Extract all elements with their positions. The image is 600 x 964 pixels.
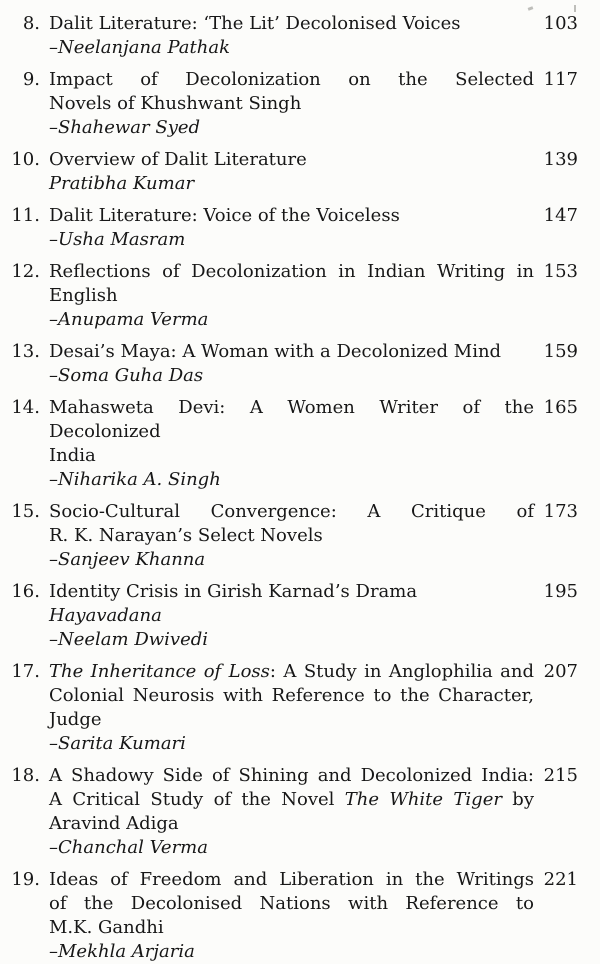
entry-title-line — [49, 684, 534, 708]
toc-entry — [6, 868, 578, 964]
entry-author: –Neelam Dwivedi — [49, 629, 209, 650]
entry-title-line — [49, 340, 534, 364]
entry-title-line — [49, 764, 534, 788]
entry-number: 16. — [11, 581, 40, 602]
toc-entry — [6, 68, 578, 140]
entry-number: 14. — [11, 397, 40, 418]
title-segment: English — [49, 285, 118, 306]
entry-page-number: 165 — [543, 397, 578, 418]
title-segment: Novels of Khushwant Singh — [49, 93, 302, 114]
entry-page-number: 117 — [543, 69, 578, 90]
toc-entry — [6, 500, 578, 572]
entry-content — [49, 340, 534, 388]
title-segment: by — [501, 789, 534, 810]
entry-number: 13. — [11, 341, 40, 362]
entry-page-number: 215 — [543, 765, 578, 786]
entry-author: –Neelanjana Pathak — [49, 37, 230, 58]
entry-content — [49, 500, 534, 572]
toc-entry — [6, 12, 578, 60]
toc-entry — [6, 580, 578, 652]
scan-artifact — [574, 5, 576, 12]
entry-author: –Shahewar Syed — [49, 117, 201, 138]
title-segment: Dalit Literature: Voice of the Voiceless — [49, 205, 400, 226]
toc-entry — [6, 204, 578, 252]
entry-number: 17. — [11, 661, 40, 682]
entry-number: 9. — [22, 69, 40, 90]
toc-entry — [6, 340, 578, 388]
entry-title-line — [49, 68, 534, 92]
title-segment: Colonial Neurosis with Reference to the Character, — [49, 685, 534, 706]
entry-number: 18. — [11, 765, 40, 786]
entry-content — [49, 868, 534, 964]
entry-title-line — [49, 868, 534, 892]
entry-title-line — [49, 708, 534, 732]
entry-author: –Sanjeev Khanna — [49, 549, 206, 570]
entry-title-line — [49, 204, 534, 228]
entry-author: –Chanchal Verma — [49, 837, 208, 858]
entry-content — [49, 260, 534, 332]
title-segment: A Critical Study of the Novel — [49, 789, 345, 810]
entry-title-line — [49, 788, 534, 812]
entry-author: Pratibha Kumar — [49, 173, 195, 194]
entry-page-number: 139 — [543, 149, 578, 170]
entry-title-line — [49, 916, 534, 940]
title-italic-segment: Hayavadana — [49, 605, 162, 626]
title-segment: Judge — [49, 709, 102, 730]
toc-entry — [6, 148, 578, 196]
entry-number: 8. — [22, 13, 40, 34]
entry-title-line — [49, 660, 534, 684]
entry-author: –Usha Masram — [49, 229, 186, 250]
entry-number: 10. — [11, 149, 40, 170]
entry-page-number: 103 — [543, 13, 578, 34]
entry-content — [49, 12, 534, 60]
title-segment: Impact of Decolonization on the Selected — [49, 69, 534, 90]
entry-title-line — [49, 12, 534, 36]
entry-author: –Niharika A. Singh — [49, 469, 221, 490]
title-segment: India — [49, 445, 96, 466]
entry-page-number: 153 — [543, 261, 578, 282]
title-segment: Identity Crisis in Girish Karnad’s Drama — [49, 581, 418, 602]
toc-entry — [6, 764, 578, 860]
entry-number: 19. — [11, 869, 40, 890]
entry-page-number: 173 — [543, 501, 578, 522]
title-segment: Socio-Cultural Convergence: A Critique of — [49, 501, 534, 522]
title-segment: Aravind Adiga — [49, 813, 179, 834]
entry-number: 12. — [11, 261, 40, 282]
entry-page-number: 195 — [543, 581, 578, 602]
entry-content — [49, 660, 534, 756]
title-segment: A Shadowy Side of Shining and Decolonized India: — [49, 765, 534, 786]
entry-author: –Soma Guha Das — [49, 365, 204, 386]
entry-number: 15. — [11, 501, 40, 522]
title-segment: R. K. Narayan’s Select Novels — [49, 525, 323, 546]
entry-title-line — [49, 260, 534, 284]
toc-entry — [6, 396, 578, 492]
title-segment: : A Study in Anglophilia and — [269, 661, 535, 682]
entry-number: 11. — [11, 205, 40, 226]
entry-page-number: 207 — [543, 661, 578, 682]
entry-content — [49, 68, 534, 140]
entry-content — [49, 204, 534, 252]
entry-title-line — [49, 892, 534, 916]
toc-entry — [6, 260, 578, 332]
entry-page-number: 147 — [543, 205, 578, 226]
entry-title-line — [49, 812, 534, 836]
entry-content — [49, 396, 534, 492]
title-segment: Mahasweta Devi: A Women Writer of the Decolonized — [49, 397, 534, 442]
entry-title-line — [49, 500, 534, 524]
entry-title-line — [49, 396, 534, 444]
entry-content — [49, 580, 534, 652]
title-segment: Dalit Literature: ‘The Lit’ Decolonised Voices — [49, 13, 461, 34]
entry-content — [49, 148, 534, 196]
title-italic-segment: The Inheritance of Loss — [49, 661, 270, 682]
entry-title-line — [49, 92, 534, 116]
title-segment: of the Decolonised Nations with Reference to — [49, 893, 534, 914]
title-segment: Overview of Dalit Literature — [49, 149, 307, 170]
entry-author: –Mekhla Arjaria — [49, 941, 195, 962]
entry-author: –Anupama Verma — [49, 309, 209, 330]
title-italic-segment: The White Tiger — [344, 789, 502, 810]
entry-title-line — [49, 284, 534, 308]
entry-page-number: 221 — [543, 869, 578, 890]
title-segment: M.K. Gandhi — [49, 917, 164, 938]
entry-author: –Sarita Kumari — [49, 733, 186, 754]
entry-title-line — [49, 148, 534, 172]
title-segment: Ideas of Freedom and Liberation in the Writings — [49, 869, 534, 890]
toc-entry — [6, 660, 578, 756]
entry-title-line — [49, 444, 534, 468]
entry-title-line — [49, 580, 534, 628]
title-segment: Reflections of Decolonization in Indian Writing in — [49, 261, 534, 282]
title-segment: Desai’s Maya: A Woman with a Decolonized Mind — [49, 341, 502, 362]
entry-page-number: 159 — [543, 341, 578, 362]
entry-content — [49, 764, 534, 860]
entry-title-line — [49, 524, 534, 548]
toc-list — [6, 12, 578, 964]
